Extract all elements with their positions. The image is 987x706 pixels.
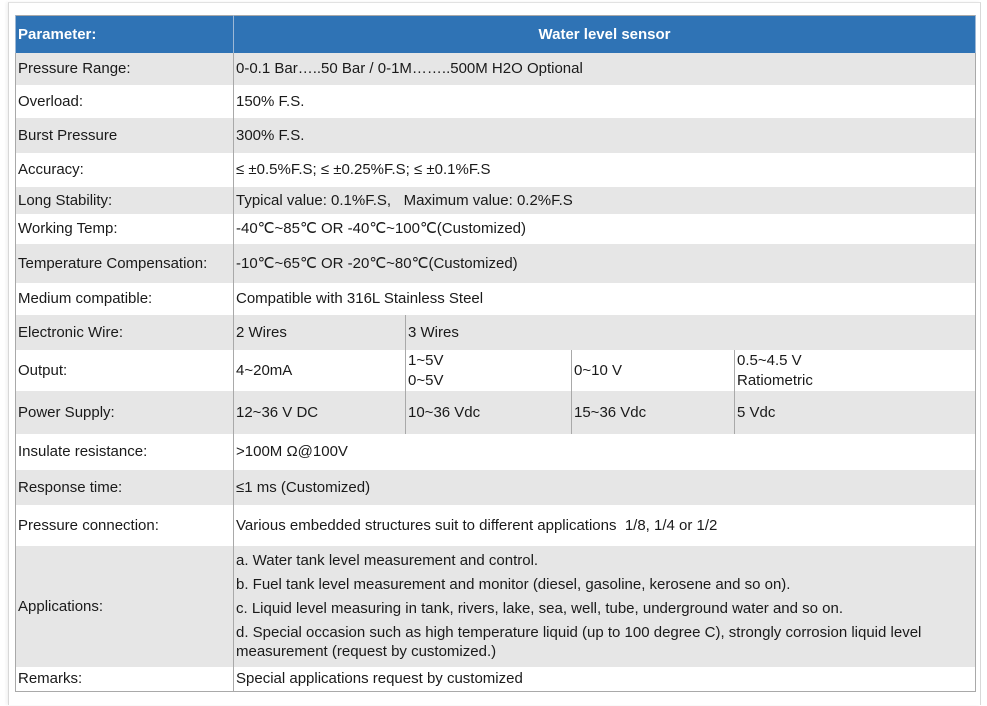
row-label: Medium compatible: <box>16 283 234 315</box>
row-value: Typical value: 0.1%F.S, Maximum value: 0.2%F.S <box>234 187 976 214</box>
row-label: Electronic Wire: <box>16 315 234 350</box>
row-working-temp <box>16 214 976 244</box>
output-0-5v: 0~5V <box>408 371 444 389</box>
output-0-5-4-5v: 0.5~4.5 V <box>737 351 802 369</box>
row-value: >100M Ω@100V <box>234 434 976 470</box>
row-value: ≤1 ms (Customized) <box>234 470 976 505</box>
row-label: Remarks: <box>16 667 234 691</box>
power-supply-2wire: 12~36 V DC <box>234 391 406 434</box>
row-label: Output: <box>16 350 234 391</box>
output-ratiometric-label: Ratiometric <box>737 371 813 389</box>
row-response-time <box>16 470 976 505</box>
spec-table <box>15 15 976 692</box>
row-label: Insulate resistance: <box>16 434 234 470</box>
row-insulate-resistance <box>16 434 976 470</box>
row-value: 300% F.S. <box>234 118 976 153</box>
row-temp-compensation <box>16 244 976 283</box>
output-1-5v: 1~5V <box>408 351 444 369</box>
row-label: Accuracy: <box>16 153 234 187</box>
row-overload <box>16 85 976 118</box>
three-wires-cell: 3 Wires <box>406 315 976 350</box>
row-accuracy <box>16 153 976 187</box>
row-value: Various embedded structures suit to different applications 1/8, 1/4 or 1/2 <box>234 505 976 546</box>
row-output <box>16 350 976 391</box>
power-supply-1-5v: 10~36 Vdc <box>406 391 572 434</box>
row-value: 0-0.1 Bar…..50 Bar / 0-1M……..500M H2O Optional <box>234 53 976 85</box>
row-electronic-wire <box>16 315 976 350</box>
two-wires-cell: 2 Wires <box>234 315 406 350</box>
parameter-header: Parameter: <box>16 16 234 54</box>
row-power-supply <box>16 391 976 434</box>
row-value: Special applications request by customized <box>234 667 976 691</box>
application-item: c. Liquid level measuring in tank, rivers, lake, sea, well, tube, underground water and so on. <box>236 599 844 617</box>
row-label: Pressure connection: <box>16 505 234 546</box>
row-value: 150% F.S. <box>234 85 976 118</box>
output-ratiometric <box>735 350 976 391</box>
output-4-20ma: 4~20mA <box>234 350 406 391</box>
row-applications <box>16 546 976 667</box>
row-label: Working Temp: <box>16 214 234 244</box>
row-label: Power Supply: <box>16 391 234 434</box>
row-medium-compatible <box>16 283 976 315</box>
row-value: ≤ ±0.5%F.S; ≤ ±0.25%F.S; ≤ ±0.1%F.S <box>234 153 976 187</box>
power-supply-0-10v: 15~36 Vdc <box>572 391 735 434</box>
output-0-10v: 0~10 V <box>572 350 735 391</box>
row-label: Applications: <box>16 546 234 667</box>
row-value: Compatible with 316L Stainless Steel <box>234 283 976 315</box>
product-header: Water level sensor <box>234 16 976 54</box>
row-label: Overload: <box>16 85 234 118</box>
row-label: Temperature Compensation: <box>16 244 234 283</box>
application-item: b. Fuel tank level measurement and monitor (diesel, gasoline, kerosene and so on). <box>236 575 791 593</box>
power-supply-ratiometric: 5 Vdc <box>735 391 976 434</box>
row-label: Response time: <box>16 470 234 505</box>
header-row <box>16 16 976 54</box>
row-label: Burst Pressure <box>16 118 234 153</box>
row-remarks <box>16 667 976 691</box>
row-burst-pressure <box>16 118 976 153</box>
row-pressure-range <box>16 53 976 85</box>
application-item: d. Special occasion such as high temperature liquid (up to 100 degree C), strongly corrosion liquid level measurement (request by customized.) <box>236 623 922 660</box>
output-1-5v-0-5v <box>406 350 572 391</box>
application-item: a. Water tank level measurement and control. <box>236 551 539 569</box>
row-value: -10℃~65℃ OR -20℃~80℃(Customized) <box>234 244 976 283</box>
row-label: Pressure Range: <box>16 53 234 85</box>
row-pressure-connection <box>16 505 976 546</box>
row-value: -40℃~85℃ OR -40℃~100℃(Customized) <box>234 214 976 244</box>
row-label: Long Stability: <box>16 187 234 214</box>
row-long-stability <box>16 187 976 214</box>
applications-list <box>234 546 976 667</box>
